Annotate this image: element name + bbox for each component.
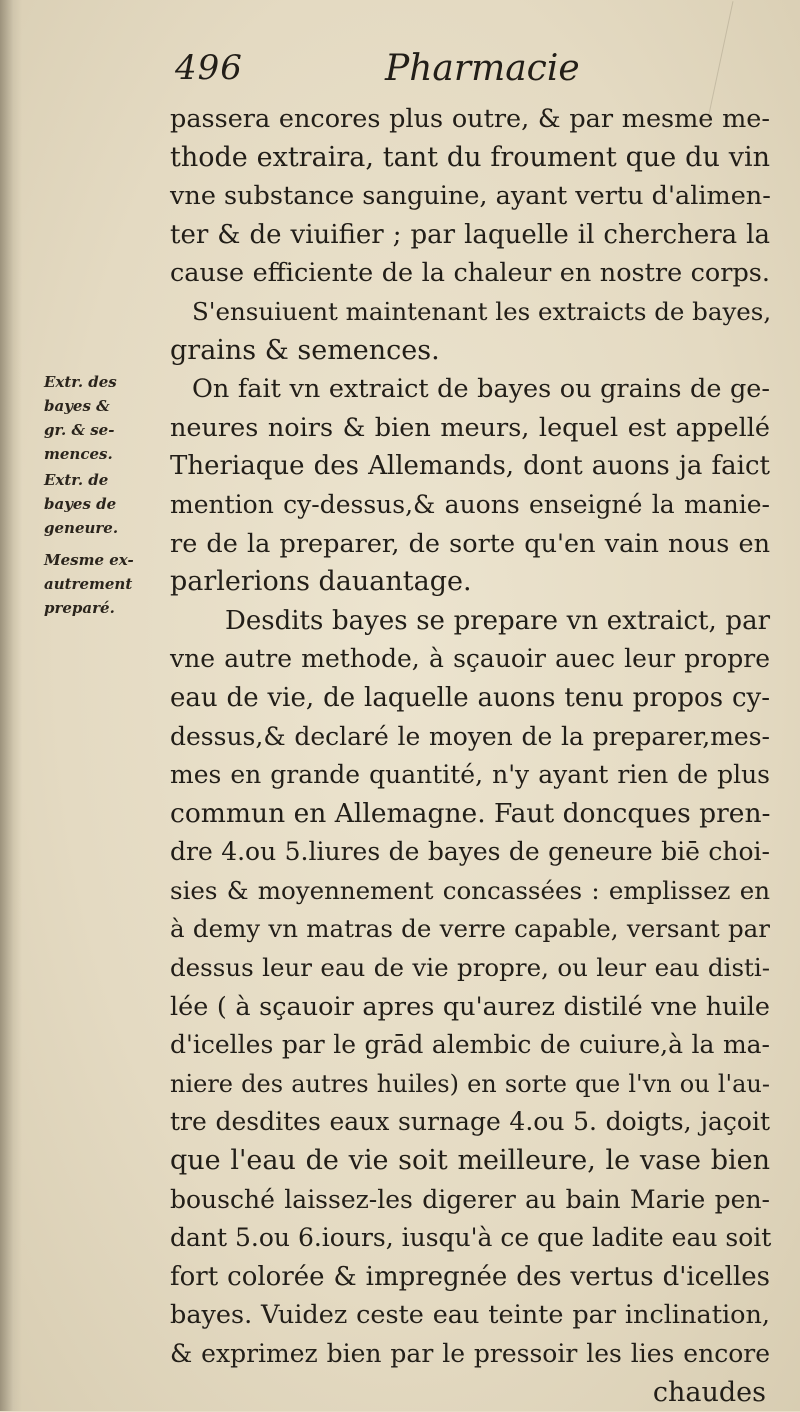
margin-note-mesme	[44, 548, 164, 620]
text-line: S'ensuiuent maintenant les extraicts de bayes,	[192, 296, 772, 326]
text-line: dre 4.ou 5.liures de bayes de geneure biē choi-	[170, 837, 770, 867]
text-line: & exprimez bien par le pressoir les lies encore	[170, 1339, 770, 1368]
body-text	[170, 100, 770, 1412]
margin-notes	[44, 370, 164, 628]
text-line: grains & semences.	[170, 334, 440, 366]
margin-note-extracts	[44, 370, 164, 466]
margin-note-line: autrement	[44, 575, 133, 593]
text-line: à demy vn matras de verre capable, versant par	[170, 914, 770, 944]
text-line: lée ( à sçauoir apres qu'aurez distilé vne huile	[170, 991, 770, 1022]
text-line: passera encores plus outre, & par mesme me-	[170, 104, 770, 134]
page-number: 496	[175, 48, 243, 88]
text-line: bousché laissez-les digerer au bain Marie pen-	[170, 1184, 770, 1214]
text-line: re de la preparer, de sorte qu'en vain nous en	[170, 528, 770, 559]
text-line: ter & de viuifier ; par laquelle il cherchera la	[170, 219, 770, 250]
text-line: Theriaque des Allemands, dont auons ja faict	[170, 451, 770, 482]
margin-note-line: preparé.	[44, 599, 115, 617]
text-line: cause efficiente de la chaleur en nostre corps.	[170, 258, 770, 289]
text-line: vne substance sanguine, ayant vertu d'alimen-	[170, 181, 771, 212]
text-line: tre desdites eaux surnage 4.ou 5. doigts, jaçoit	[170, 1107, 770, 1137]
text-line: sies & moyennement concassées : emplissez en	[170, 875, 770, 905]
text-line: d'icelles par le grād alembic de cuiure,à la ma-	[170, 1030, 770, 1060]
text-line: On fait vn extraict de bayes ou grains de ge-	[192, 374, 770, 405]
margin-note-geneure	[44, 468, 164, 540]
text-line: thode extraira, tant du froument que du vin	[170, 141, 770, 173]
catchword: chaudes	[652, 1376, 766, 1408]
margin-note-line: mences.	[44, 445, 113, 463]
text-line: dessus,& declaré le moyen de la preparer,mes-	[170, 721, 770, 751]
margin-note-line: geneure.	[44, 519, 119, 537]
text-line: Desdits bayes se prepare vn extraict, par	[225, 605, 770, 636]
margin-note-line: Mesme ex-	[44, 551, 134, 569]
text-line: neures noirs & bien meurs, lequel est appellé	[170, 412, 770, 443]
running-title: Pharmacie	[385, 48, 580, 89]
text-line: dessus leur eau de vie propre, ou leur eau disti-	[170, 953, 770, 983]
text-line: vne autre methode, à sçauoir auec leur propre	[170, 644, 770, 674]
text-line: bayes. Vuidez ceste eau teinte par inclination,	[170, 1300, 770, 1331]
text-line: mention cy-dessus,& auons enseigné la manie-	[170, 489, 770, 519]
margin-note-line: bayes &	[44, 397, 110, 415]
text-line: fort colorée & impregnée des vertus d'icelles	[170, 1261, 770, 1292]
text-line: niere des autres huiles) en sorte que l'vn ou l'au-	[170, 1069, 770, 1098]
text-line: que l'eau de vie soit meilleure, le vase bien	[170, 1145, 770, 1177]
text-line: eau de vie, de laquelle auons tenu propos cy-	[170, 682, 770, 713]
text-line: parlerions dauantage.	[170, 566, 472, 598]
margin-note-line: Extr. des	[44, 373, 117, 391]
page-header	[170, 48, 770, 98]
gutter-shadow	[0, 0, 22, 1411]
text-line: mes en grande quantité, n'y ayant rien de plus	[170, 760, 770, 790]
margin-note-line: gr. & se-	[44, 421, 115, 439]
text-line: commun en Allemagne. Faut doncques pren-	[170, 797, 771, 829]
margin-note-line: Extr. de	[44, 471, 109, 489]
text-line: dant 5.ou 6.iours, iusqu'à ce que ladite eau soit	[170, 1223, 772, 1253]
margin-note-line: bayes de	[44, 495, 117, 513]
